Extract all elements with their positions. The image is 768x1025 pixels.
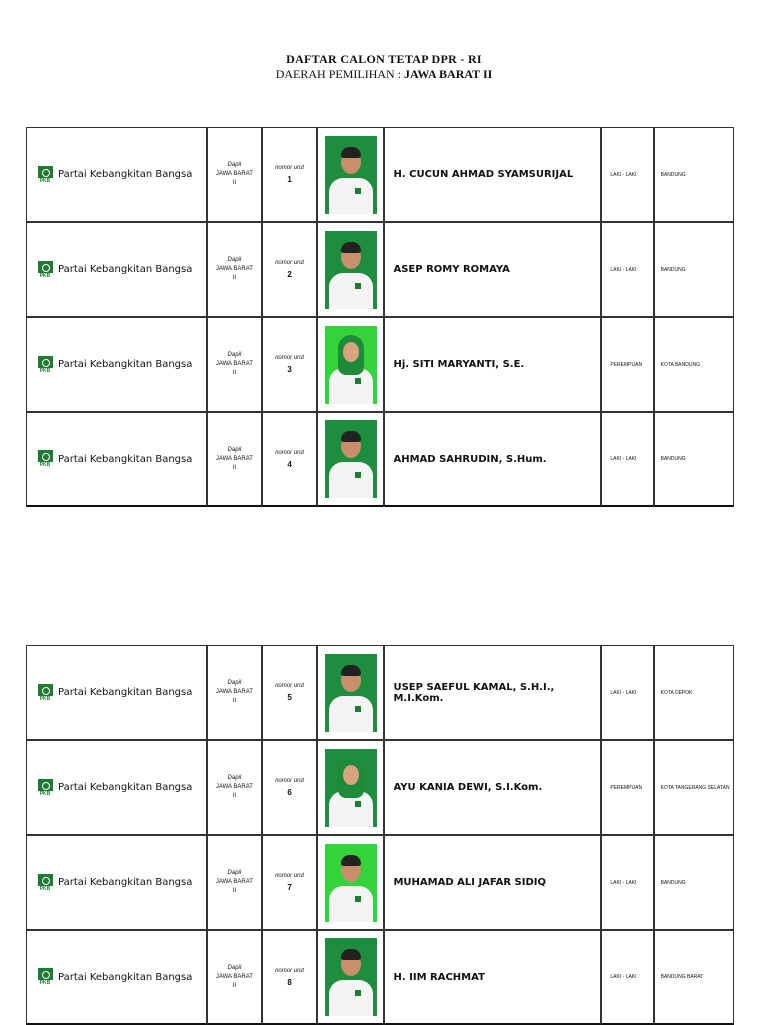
candidate-photo xyxy=(325,654,377,732)
document-header xyxy=(0,52,768,82)
candidate-city: BANDUNG xyxy=(654,835,734,930)
party-cell xyxy=(26,317,207,412)
dapil-line1: JAWA BARAT xyxy=(215,973,253,980)
candidate-city: BANDUNG xyxy=(654,127,734,222)
dapil-line1: JAWA BARAT xyxy=(215,455,253,462)
party-name: Partai Kebangkitan Bangsa xyxy=(58,877,193,888)
dapil-line2: II xyxy=(232,793,237,799)
candidate-row xyxy=(26,835,734,930)
dapil-cell xyxy=(207,127,262,222)
party-name: Partai Kebangkitan Bangsa xyxy=(58,971,193,983)
party-cell xyxy=(26,740,207,835)
candidate-photo xyxy=(325,844,377,922)
candidate-name: AHMAD SAHRUDIN, S.Hum. xyxy=(384,412,601,507)
dapil-label: Dapil xyxy=(227,680,242,686)
candidate-gender: LAKI - LAKI xyxy=(601,412,653,507)
dapil-line1: JAWA BARAT xyxy=(215,879,253,885)
order-cell xyxy=(262,317,317,412)
candidate-city: KOTA BANDUNG xyxy=(654,317,734,412)
dapil-label: Dapil xyxy=(227,352,242,358)
order-number: 2 xyxy=(287,270,292,279)
candidate-row xyxy=(26,317,734,412)
party-logo-icon: PKB xyxy=(37,874,53,892)
party-name: Partai Kebangkitan Bangsa xyxy=(58,453,193,465)
photo-cell xyxy=(317,740,384,835)
candidate-row xyxy=(26,412,734,507)
photo-cell xyxy=(317,645,384,740)
party-cell xyxy=(26,835,207,930)
party-cell xyxy=(26,930,207,1025)
order-number: 3 xyxy=(287,365,292,374)
candidate-photo xyxy=(325,420,377,498)
electoral-district xyxy=(0,67,768,82)
candidate-gender: PEREMPUAN xyxy=(601,740,653,835)
candidate-row xyxy=(26,222,734,317)
party-logo-icon: PKB xyxy=(37,356,53,374)
order-cell xyxy=(262,740,317,835)
candidate-name: H. CUCUN AHMAD SYAMSURIJAL xyxy=(384,127,601,222)
photo-cell xyxy=(317,412,384,507)
order-label: nomor urut xyxy=(275,873,305,879)
candidate-city: BANDUNG xyxy=(654,222,734,317)
candidate-gender: LAKI - LAKI xyxy=(601,645,653,740)
order-label: nomor urut xyxy=(275,165,305,171)
party-logo-icon: PKB xyxy=(37,968,53,986)
order-number: 8 xyxy=(287,977,292,987)
photo-cell xyxy=(317,127,384,222)
candidate-table-2 xyxy=(26,645,734,1025)
photo-cell xyxy=(317,222,384,317)
candidate-photo xyxy=(325,938,377,1016)
dapil-label: Dapil xyxy=(227,162,242,168)
candidate-name: MUHAMAD ALI JAFAR SIDIQ xyxy=(384,835,601,930)
candidate-city: BANDUNG BARAT xyxy=(654,930,734,1025)
dapil-line2: II xyxy=(232,275,237,281)
order-number: 7 xyxy=(287,883,292,892)
candidate-name: H. IIM RACHMAT xyxy=(384,930,601,1025)
candidate-name: USEP SAEFUL KAMAL, S.H.I., M.I.Kom. xyxy=(384,645,601,740)
district-label: DAERAH PEMILIHAN : xyxy=(275,67,402,81)
order-label: nomor urut xyxy=(275,778,305,784)
candidate-photo xyxy=(325,231,377,309)
dapil-line2: II xyxy=(232,370,237,376)
dapil-line1: JAWA BARAT xyxy=(215,266,253,272)
dapil-label: Dapil xyxy=(227,257,242,263)
order-cell xyxy=(262,930,317,1025)
candidate-table-1 xyxy=(26,127,734,507)
candidate-gender: LAKI - LAKI xyxy=(601,127,653,222)
party-name: Partai Kebangkitan Bangsa xyxy=(58,687,193,698)
dapil-label: Dapil xyxy=(227,446,242,453)
candidate-gender: PEREMPUAN xyxy=(601,317,653,412)
order-number: 5 xyxy=(287,693,292,702)
photo-cell xyxy=(317,317,384,412)
party-cell xyxy=(26,222,207,317)
party-name: Partai Kebangkitan Bangsa xyxy=(58,782,193,793)
order-cell xyxy=(262,835,317,930)
dapil-line1: JAWA BARAT xyxy=(215,171,253,177)
order-label: nomor urut xyxy=(275,683,305,689)
candidate-name: ASEP ROMY ROMAYA xyxy=(384,222,601,317)
dapil-line2: II xyxy=(232,982,237,989)
party-cell xyxy=(26,645,207,740)
order-label: nomor urut xyxy=(275,967,305,974)
dapil-line2: II xyxy=(232,698,237,704)
party-logo-icon: PKB xyxy=(37,261,53,279)
party-cell xyxy=(26,127,207,222)
candidate-gender: LAKI - LAKI xyxy=(601,835,653,930)
party-cell xyxy=(26,412,207,507)
party-logo-icon: PKB xyxy=(37,166,53,184)
party-name: Partai Kebangkitan Bangsa xyxy=(58,169,193,180)
order-number: 6 xyxy=(287,788,292,797)
party-logo-icon: PKB xyxy=(37,450,53,468)
order-label: nomor urut xyxy=(275,449,305,456)
candidate-city: KOTA DEPOK xyxy=(654,645,734,740)
order-label: nomor urut xyxy=(275,260,305,266)
dapil-cell xyxy=(207,930,262,1025)
candidate-row xyxy=(26,740,734,835)
order-label: nomor urut xyxy=(275,355,305,361)
dapil-line1: JAWA BARAT xyxy=(215,361,253,367)
dapil-label: Dapil xyxy=(227,964,242,971)
dapil-cell xyxy=(207,317,262,412)
dapil-line2: II xyxy=(232,464,237,471)
order-cell xyxy=(262,645,317,740)
party-logo-icon: PKB xyxy=(37,684,53,702)
dapil-cell xyxy=(207,412,262,507)
candidate-city: KOTA TANGERANG SELATAN xyxy=(654,740,734,835)
dapil-cell xyxy=(207,740,262,835)
document-title: DAFTAR CALON TETAP DPR - RI xyxy=(286,52,482,66)
party-name: Partai Kebangkitan Bangsa xyxy=(58,264,193,275)
candidate-row xyxy=(26,645,734,740)
party-name: Partai Kebangkitan Bangsa xyxy=(58,359,193,370)
photo-cell xyxy=(317,930,384,1025)
order-number: 1 xyxy=(287,175,292,184)
order-cell xyxy=(262,222,317,317)
candidate-photo xyxy=(325,136,377,214)
dapil-cell xyxy=(207,835,262,930)
candidate-photo xyxy=(325,326,377,404)
dapil-line1: JAWA BARAT xyxy=(215,689,253,695)
dapil-cell xyxy=(207,222,262,317)
party-logo-icon: PKB xyxy=(37,779,53,797)
order-cell xyxy=(262,127,317,222)
dapil-line1: JAWA BARAT xyxy=(215,784,253,790)
district-value: JAWA BARAT II xyxy=(404,67,493,81)
candidate-gender: LAKI - LAKI xyxy=(601,222,653,317)
dapil-line2: II xyxy=(232,888,237,894)
candidate-photo xyxy=(325,749,377,827)
photo-cell xyxy=(317,835,384,930)
candidate-row xyxy=(26,127,734,222)
candidate-city: BANDUNG xyxy=(654,412,734,507)
dapil-cell xyxy=(207,645,262,740)
dapil-label: Dapil xyxy=(227,870,242,876)
candidate-gender: LAKI - LAKI xyxy=(601,930,653,1025)
candidate-name: AYU KANIA DEWI, S.I.Kom. xyxy=(384,740,601,835)
order-number: 4 xyxy=(287,459,292,469)
dapil-label: Dapil xyxy=(227,775,242,781)
order-cell xyxy=(262,412,317,507)
candidate-name: Hj. SITI MARYANTI, S.E. xyxy=(384,317,601,412)
candidate-row xyxy=(26,930,734,1025)
dapil-line2: II xyxy=(232,180,237,186)
